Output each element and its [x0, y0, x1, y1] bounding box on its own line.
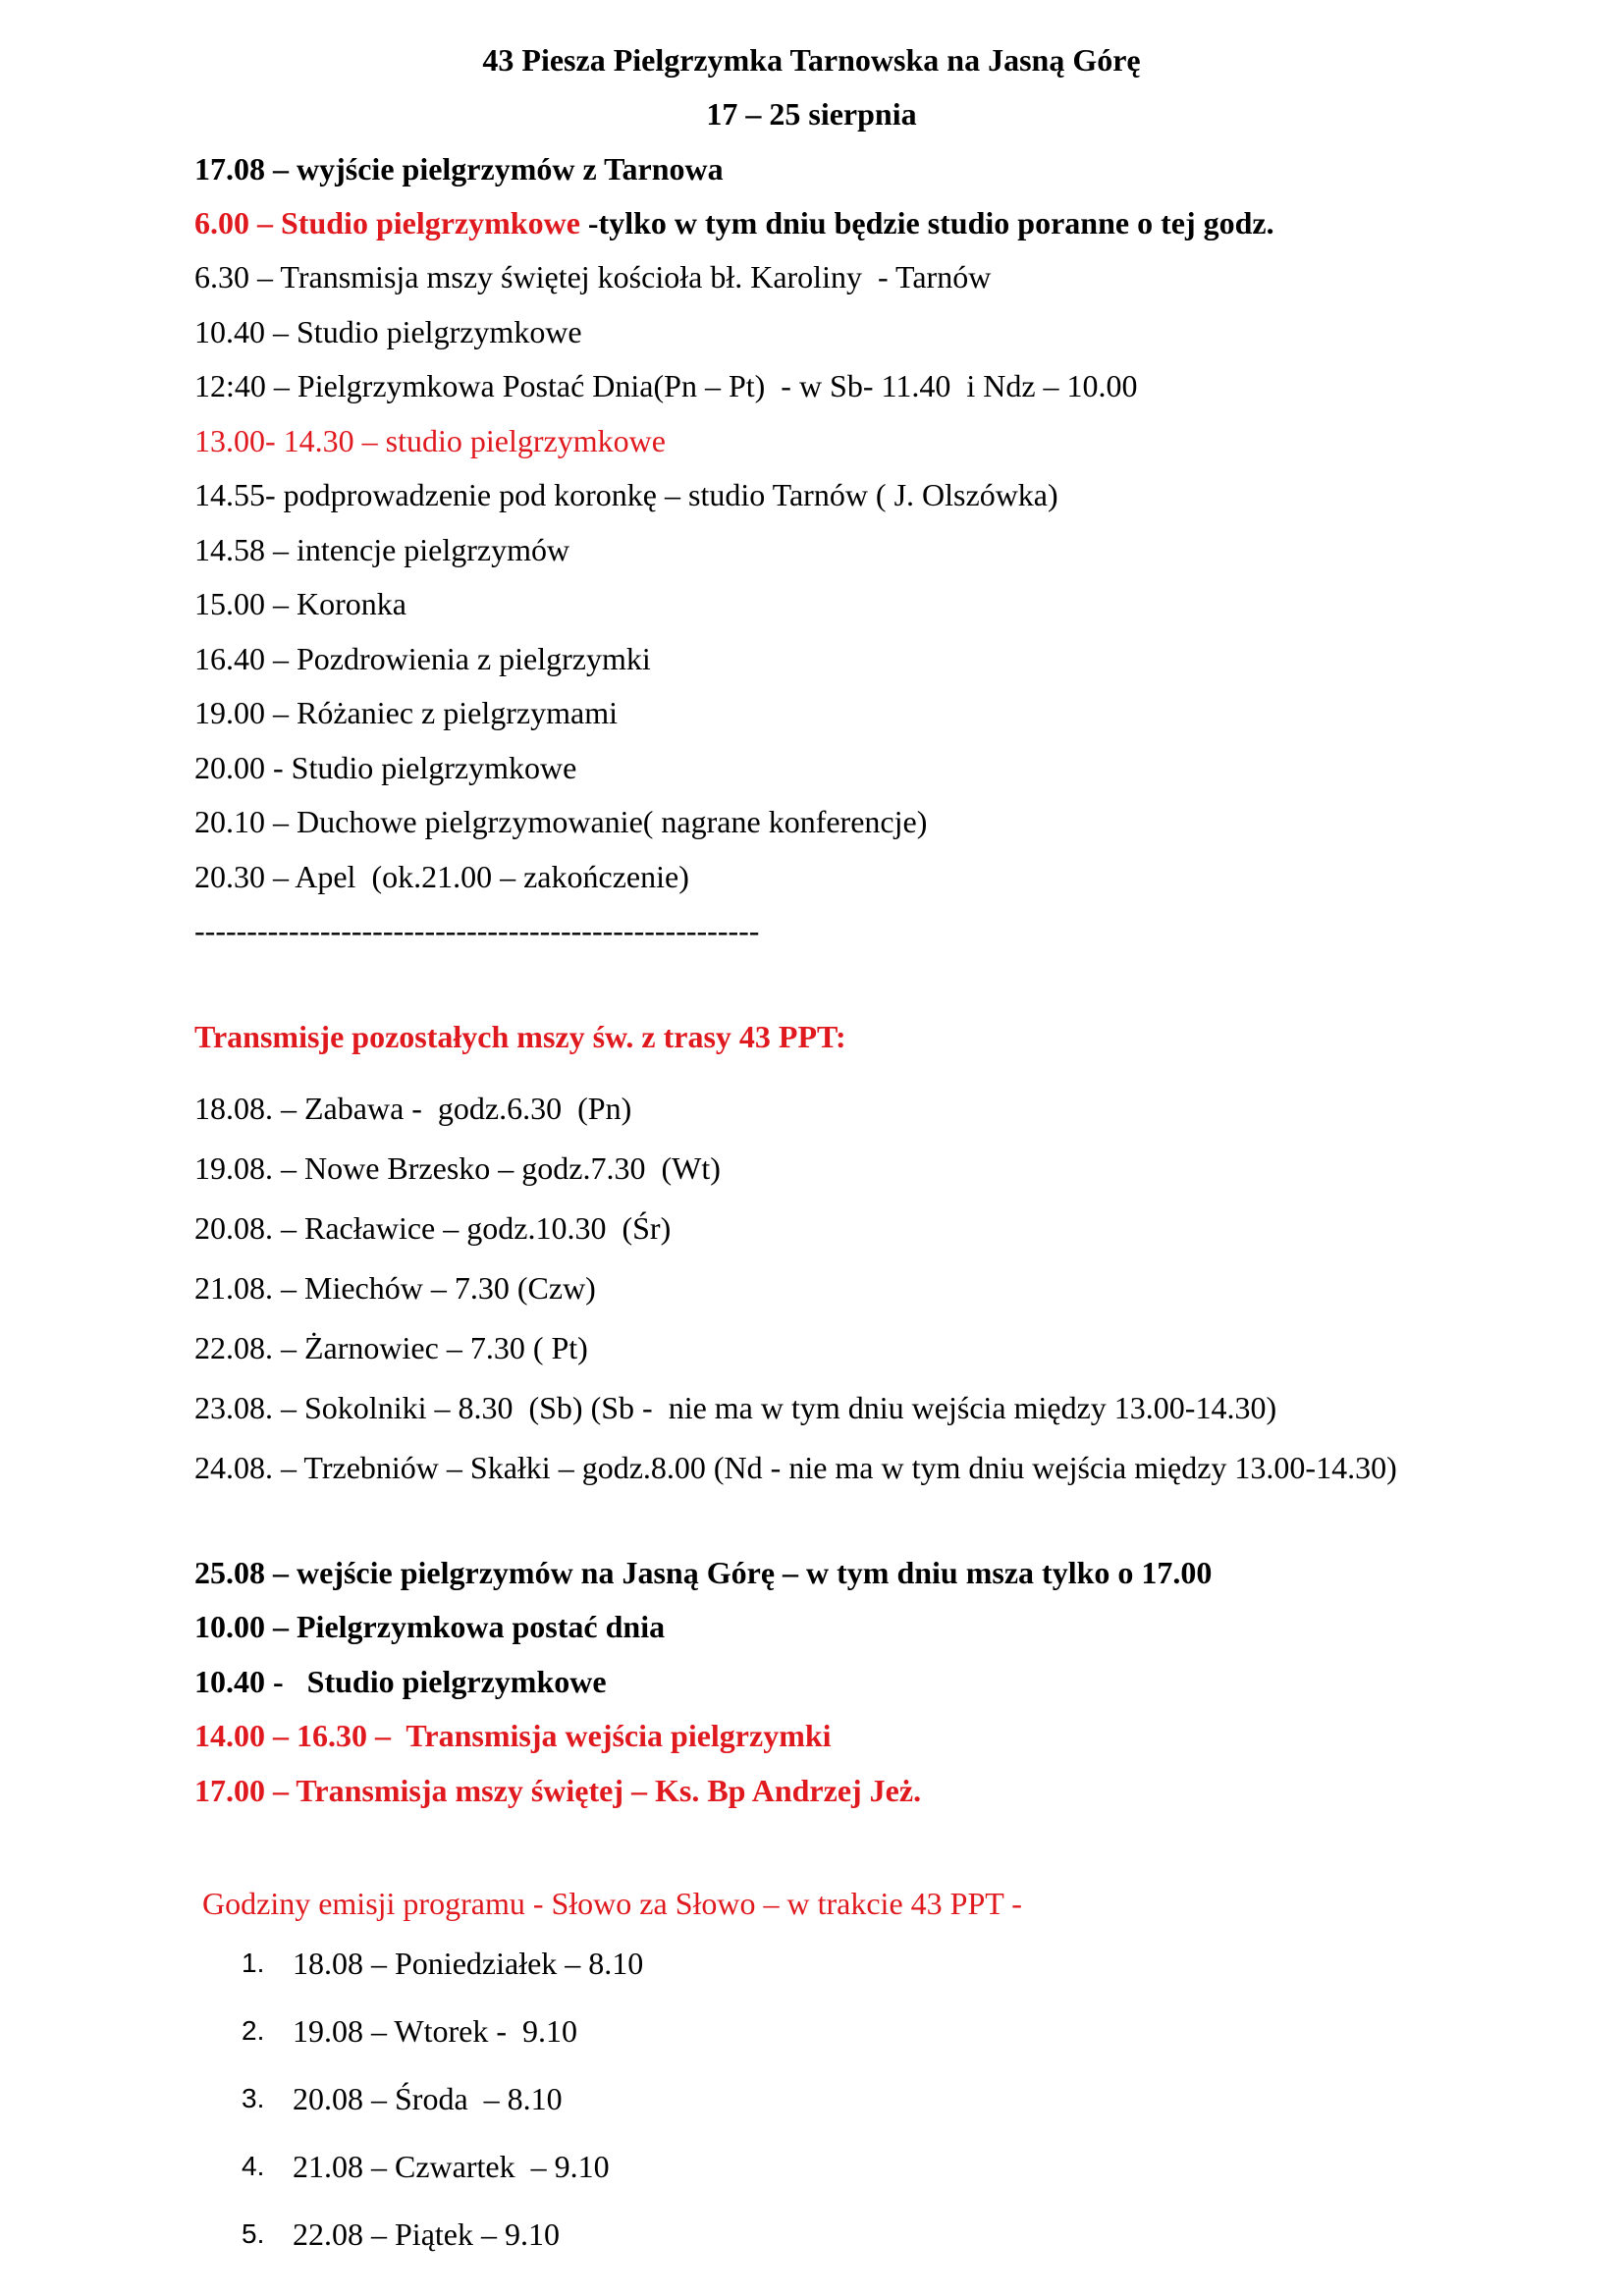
day1-heading: 17.08 – wyjście pielgrzymów z Tarnowa: [194, 151, 724, 187]
schedule-item: 14.55- podprowadzenie pod koronkę – studio Tarnów ( J. Olszówka): [194, 477, 1058, 512]
final-day-item: 10.40 - Studio pielgrzymkowe: [194, 1664, 607, 1699]
schedule-item-note: -tylko w tym dniu będzie studio poranne o tej godz.: [579, 205, 1274, 240]
schedule-item: 6.30 – Transmisja mszy świętej kościoła bł. Karoliny - Tarnów: [194, 259, 992, 294]
schedule-item: 13.00- 14.30 – studio pielgrzymkowe: [194, 423, 666, 458]
schedule-item: 20.00 - Studio pielgrzymkowe: [194, 750, 577, 785]
schedule-item: 19.00 – Różaniec z pielgrzymami: [194, 695, 618, 730]
final-day-item: 10.00 – Pielgrzymkowa postać dnia: [194, 1609, 666, 1644]
list-item: 20.08 – Środa – 8.10: [293, 2081, 563, 2116]
mass-item: 19.08. – Nowe Brzesko – godz.7.30 (Wt): [194, 1150, 721, 1186]
final-day-item: 17.00 – Transmisja mszy świętej – Ks. Bp Andrzej Jeż.: [194, 1773, 922, 1808]
document-dates: 17 – 25 sierpnia: [706, 96, 917, 132]
mass-item: 20.08. – Racławice – godz.10.30 (Śr): [194, 1210, 672, 1246]
schedule-item: 14.58 – intencje pielgrzymów: [194, 532, 570, 567]
final-day-heading: 25.08 – wejście pielgrzymów na Jasną Górę – w tym dniu msza tylko o 17.00: [194, 1555, 1213, 1590]
final-day-item: 14.00 – 16.30 – Transmisja wejścia pielgrzymki: [194, 1718, 832, 1753]
mass-item: 23.08. – Sokolniki – 8.30 (Sb) (Sb - nie ma w tym dniu wejścia między 13.00-14.30): [194, 1390, 1277, 1425]
document-title: 43 Piesza Pielgrzymka Tarnowska na Jasną Górę: [482, 42, 1141, 78]
mass-item: 21.08. – Miechów – 7.30 (Czw): [194, 1270, 596, 1306]
list-item: 21.08 – Czwartek – 9.10: [293, 2149, 610, 2184]
schedule-item: [194, 203, 1274, 242]
mass-item: 18.08. – Zabawa - godz.6.30 (Pn): [194, 1091, 632, 1126]
mass-item: 22.08. – Żarnowiec – 7.30 ( Pt): [194, 1330, 588, 1365]
schedule-item: 20.10 – Duchowe pielgrzymowanie( nagrane konferencje): [194, 804, 928, 839]
list-number: 2.: [242, 2015, 265, 2046]
list-number: 1.: [242, 1948, 265, 1978]
broadcast-heading: Godziny emisji programu - Słowo za Słowo – w trakcie 43 PPT -: [202, 1886, 1022, 1921]
schedule-item: 12:40 – Pielgrzymkowa Postać Dnia(Pn – Pt) - w Sb- 11.40 i Ndz – 10.00: [194, 368, 1138, 403]
list-item: 19.08 – Wtorek - 9.10: [293, 2013, 578, 2049]
mass-item: 24.08. – Trzebniów – Skałki – godz.8.00 (Nd - nie ma w tym dniu wejścia między 13.00-14.30): [194, 1450, 1397, 1485]
schedule-item: 15.00 – Koronka: [194, 586, 406, 621]
separator-line: ------------------------------------------------------: [194, 913, 760, 948]
list-number: 4.: [242, 2151, 265, 2181]
list-item: 22.08 – Piątek – 9.10: [293, 2216, 560, 2252]
masses-heading: Transmisje pozostałych mszy św. z trasy 43 PPT:: [194, 1019, 846, 1054]
schedule-item: 10.40 – Studio pielgrzymkowe: [194, 314, 582, 349]
schedule-item-highlight: 6.00 – Studio pielgrzymkowe: [194, 205, 580, 240]
list-item: 18.08 – Poniedziałek – 8.10: [293, 1946, 644, 1981]
list-number: 3.: [242, 2083, 265, 2113]
schedule-item: 20.30 – Apel (ok.21.00 – zakończenie): [194, 859, 689, 894]
schedule-item: 16.40 – Pozdrowienia z pielgrzymki: [194, 641, 651, 676]
list-number: 5.: [242, 2218, 265, 2249]
